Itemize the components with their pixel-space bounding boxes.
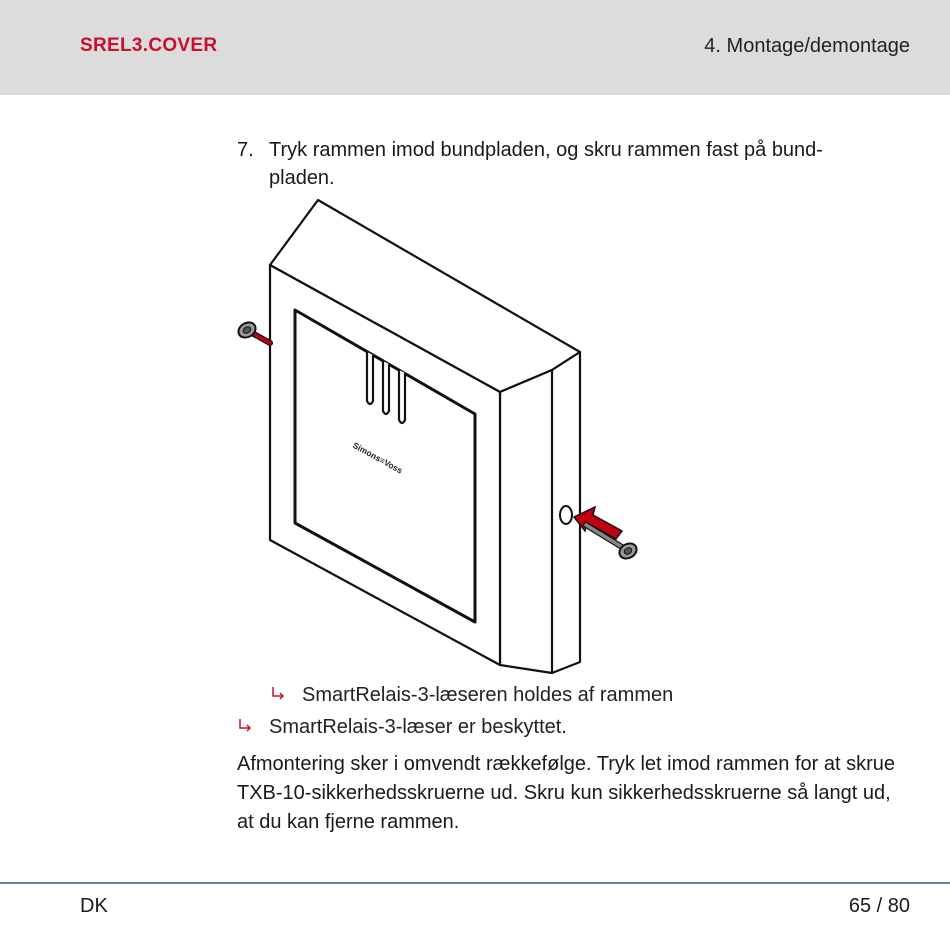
- step-text: Tryk rammen imod bundpladen, og skru rammen fast på bund-pladen.: [269, 139, 823, 189]
- result-arrow-icon: [237, 717, 253, 733]
- footer-divider: [0, 882, 950, 884]
- frame-assembly-drawing: [230, 195, 650, 685]
- slot-1: [367, 352, 373, 404]
- result-arrow-icon: [270, 685, 286, 701]
- product-name: SREL3.COVER: [80, 35, 218, 56]
- result-text: SmartRelais-3-læser er beskyttet.: [269, 716, 567, 738]
- page-number: 65 / 80: [848, 895, 910, 917]
- step-number: 7.: [237, 139, 254, 161]
- slot-3: [399, 370, 405, 423]
- disassembly-paragraph: Afmontering sker i omvendt rækkefølge. Tryk let imod rammen for at skrue TXB-10-sikkerhedsskruerne ud. Skru kun sikkerhedsskruerne så langt ud, at du kan fjerne rammen.: [237, 753, 895, 833]
- page-header: [0, 0, 950, 95]
- language-code: DK: [80, 895, 108, 917]
- left-screw: [236, 319, 270, 343]
- result-text: SmartRelais-3-læseren holdes af rammen: [302, 684, 674, 706]
- chapter-title: 4. Montage/demontage: [704, 35, 910, 57]
- screw-hole: [560, 506, 572, 524]
- mounting-illustration: [230, 195, 650, 685]
- simonsvoss-logo: Simons≡Voss: [351, 440, 405, 476]
- slot-2: [383, 361, 389, 414]
